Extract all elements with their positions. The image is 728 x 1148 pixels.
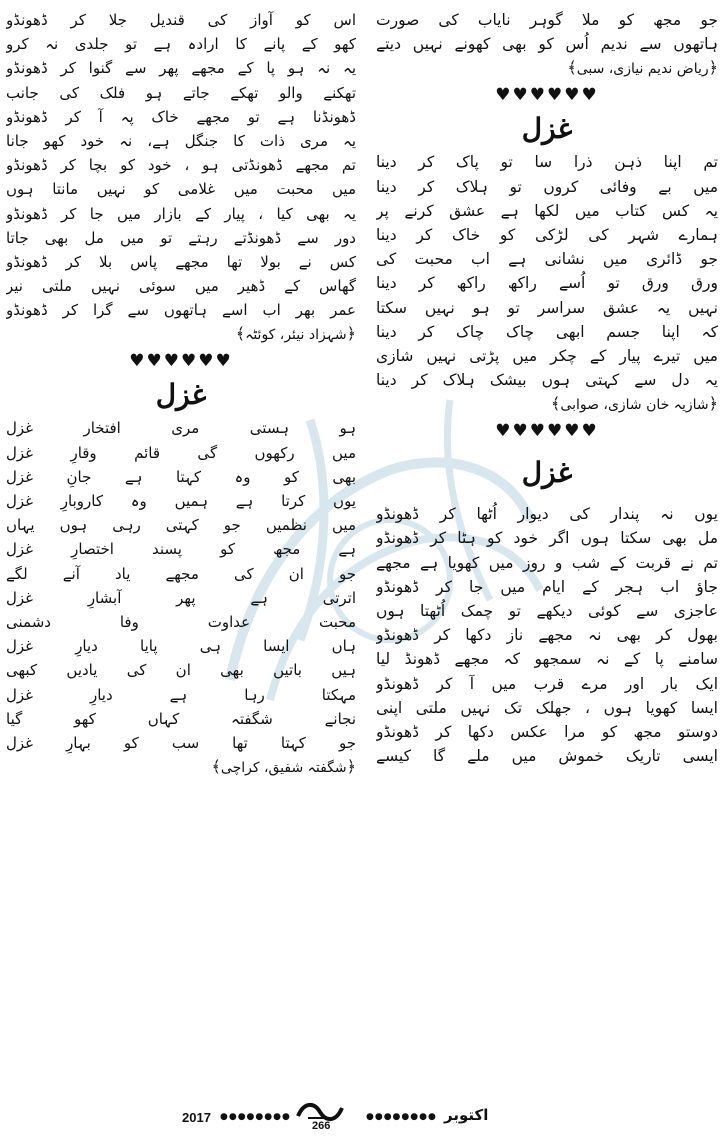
poem-line: اترتی ہے پھر آبشارِ غزل (6, 588, 356, 607)
poem-line: نہیں یہ عشق سراسر تو ہو نہیں سکتا (376, 298, 718, 317)
poem-line: جو کہتا تھا سب کو بہارِ غزل (6, 733, 356, 752)
poem-line: تم مجھے ڈھونڈتی ہو ، خود کو بچا کر ڈھونڈو (6, 156, 356, 175)
poem-line: نجانے شگفتہ کہاں کھو گیا (6, 709, 356, 728)
poem-line: کھو کے پانے کا ارادہ ہے تو جلدی نہ کرو (6, 35, 356, 54)
poem-line: اس کو آواز کی قندیل جلا کر ڈھونڈو (6, 11, 356, 29)
poem-line: عمر بھر اب اسے ہاتھوں سے گرا کر ڈھونڈو (6, 301, 356, 320)
poem-line: گھاس کے ڈھیر میں سوئی نہیں ملتی نیر (6, 277, 356, 296)
poem-line: ایسا کھویا ہوں ، جھلک تک نہیں ملتی اپنی (376, 698, 718, 717)
poem-line: ہاں ایسا ہی پایا دیارِ غزل (6, 637, 356, 656)
poem-line: یوں کرتا ہے ہمیں وہ کاروبارِ غزل (6, 492, 356, 510)
poet-credit: ﴿شہزاد نیئر، کوئٹہ﴾ (235, 324, 356, 344)
poet-credit: ﴿شگفتہ شفیق، کراچی﴾ (211, 757, 356, 777)
poem-line: یہ دل سے کہتی ہوں بیشک ہلاک کر دینا (376, 371, 718, 390)
poem-line: ہیں باتیں بھی ان کی یادیں کبھی (6, 661, 356, 680)
right-column (376, 8, 718, 768)
poem-line: جو ڈائری میں نشانی ہے اب محبت کی (376, 250, 718, 269)
poem-line: ایسی تاریک خموش میں ملے گا کیسے (376, 747, 718, 766)
footer-dots-right: ●●●●●●●● (366, 1112, 437, 1122)
hearts-divider: ♥♥♥♥♥♥ (495, 85, 599, 106)
poem-line: ہمارے شہر کی لڑکی کو خاک کر دینا (376, 225, 718, 244)
poem-line: یہ کس کتاب میں لکھا ہے عشق کرنے پر (376, 201, 718, 220)
poem-line: میں نظمیں جو کہتی رہی ہوں یہاں (6, 516, 356, 535)
poem-line: بھول کر بھی نہ مجھے ناز دکھا کر ڈھونڈو (376, 626, 718, 645)
poem-line: یوں نہ پندار کی دیوار اُٹھا کر ڈھونڈو (376, 505, 718, 524)
poem-line: ایک بار اور مرے قرب میں آ کر ڈھونڈو (376, 674, 718, 693)
poem-line: ہے مجھ کو پسند اختصارِ غزل (6, 540, 356, 559)
poet-credit: ﴿شازیہ خان شازی، صوابی﴾ (551, 394, 718, 414)
ghazal-heading: غزل (521, 456, 573, 490)
poem-line: کس نے بولا تھا مجھے پاس بلا کر ڈھونڈو (6, 252, 356, 271)
page-footer (0, 1098, 728, 1138)
footer-year: 2017 (182, 1110, 211, 1125)
poem-line: میں تیرے پیار کے چکر میں پڑتی نہیں شازی (376, 346, 718, 365)
poem-line: مہکتا رہا ہے دیارِ غزل (6, 685, 356, 704)
hearts-divider: ♥♥♥♥♥♥ (129, 351, 233, 372)
poem-line: تم اپنا ذہن ذرا سا تو پاک کر دینا (376, 153, 718, 172)
poet-credit: ﴿رياض نديم نيازى، سبى﴾ (567, 58, 718, 78)
poem-line: میں بے وفائی کروں تو ہلاک کر دینا (376, 177, 718, 196)
poem-line: سامنے پا کے نہ سمجھو کہ مجھے ڈھونڈ لیا (376, 650, 718, 669)
footer-dots-left: ●●●●●●●● (220, 1112, 291, 1122)
ghazal-heading: غزل (155, 378, 207, 412)
ghazal-heading: غزل (521, 112, 573, 146)
poem-line: محبت عداوت وفا دشمنی (6, 612, 356, 631)
poem-line: کہ اپنا جسم ابھی چاک چاک کر دینا (376, 322, 718, 341)
poem-line: عاجزی سے کوئی دیکھے تو چمک اُٹھتا ہوں (376, 602, 718, 620)
poem-line: تم نے قربت کے شب و روز میں کھویا ہے مجھے (376, 553, 718, 572)
poem-line: تھکنے والو تھکے جاتے ہو فلک کی جانب (6, 83, 356, 102)
poem-line: بھی کو وہ کہتا ہے جانِ غزل (6, 467, 356, 486)
poem-line: ورق ورق تو اُسے راکھ راکھ کر دینا (376, 274, 718, 293)
poem-line: جاؤ اب ہجر کے ایام میں جا کر ڈھونڈو (376, 577, 718, 596)
poem-line: یہ مری ذات کا جنگل ہے، نہ خود کھو جانا (6, 131, 356, 150)
left-column (6, 8, 356, 781)
page-number: 266 (312, 1120, 331, 1132)
poem-line: میں محبت میں غلامی کو نہیں مانتا ہوں (6, 180, 356, 199)
poem-line: مل بھی سکتا ہوں اگر خود کو ہٹا کر ڈھونڈو (376, 529, 718, 548)
poem-line: ہاتھوں سے ندیم اُس کو بھی کھونے نہیں دیتے (376, 35, 718, 54)
footer-month: اکتوبر (444, 1106, 489, 1124)
poem-line: جو مجھ کو ملا گوہر نایاب کی صورت (376, 11, 718, 29)
poem-line: میں رکھوں گی قائم وقارِ غزل (6, 443, 356, 462)
poem-line: یہ بھی کیا ، پیار کے بازار میں جا کر ڈھونڈو (6, 204, 356, 223)
poem-line: ہو ہستی مری افتخار غزل (6, 419, 356, 438)
hearts-divider: ♥♥♥♥♥♥ (495, 421, 599, 442)
poem-line: دور سے ڈھونڈتے رہتے تو میں مل بھی جاتا (6, 228, 356, 247)
poem-line: ڈھونڈنا ہے تو مجھے خاک پہ آ کر ڈھونڈو (6, 107, 356, 126)
poem-line: دوستو مجھ کو مرا عکس دکھا کر ڈھونڈو (376, 722, 718, 741)
poem-line: یہ نہ ہو پا کے مجھے پھر سے گنوا کر ڈھونڈو (6, 59, 356, 78)
poem-line: جو ان کی مجھے یاد آنے لگے (6, 564, 356, 583)
